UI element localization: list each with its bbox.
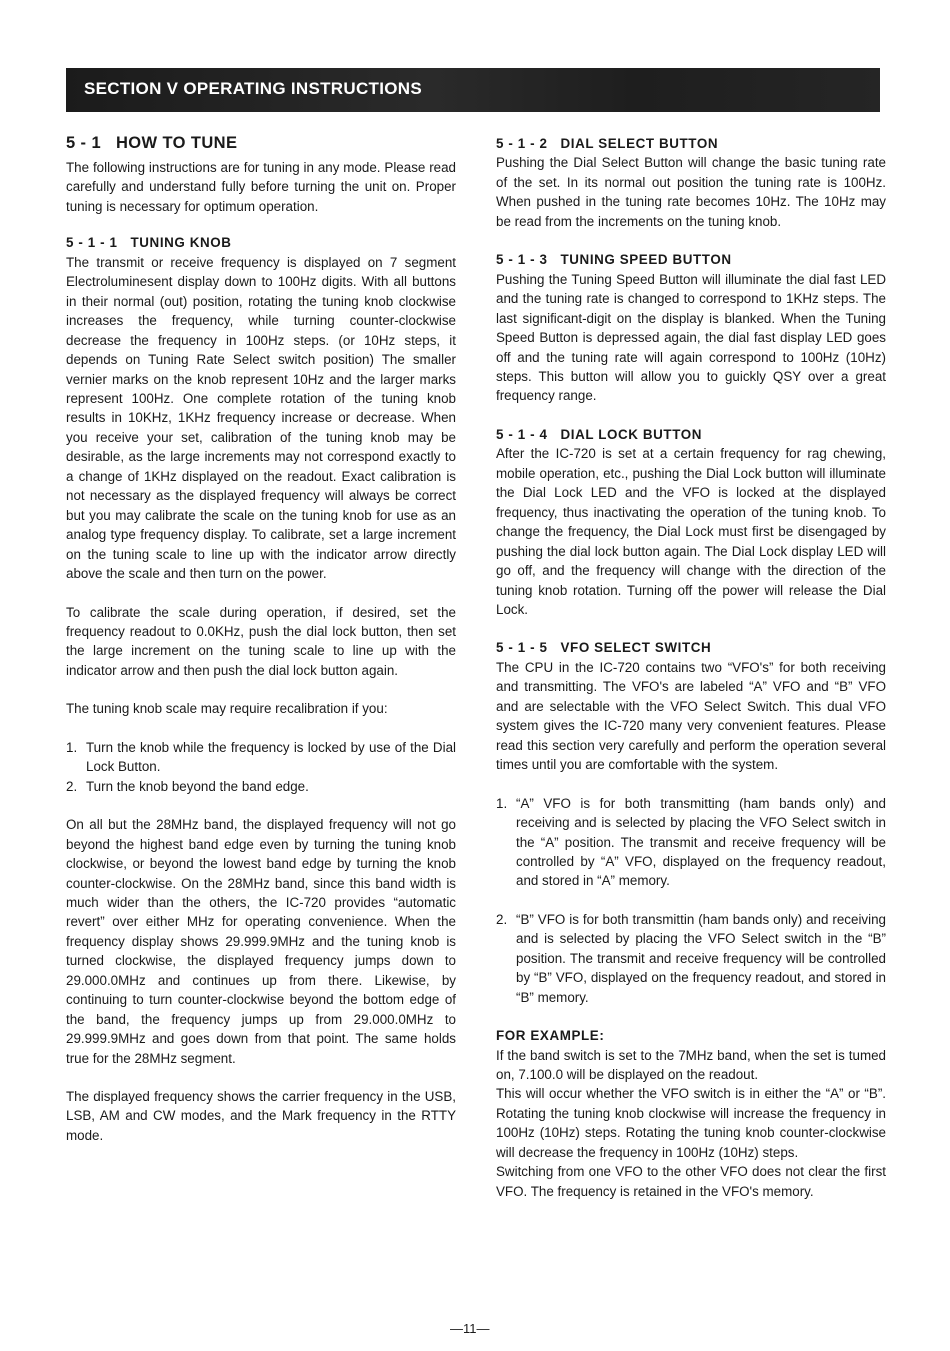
section-header-bar — [66, 68, 880, 112]
right-column — [496, 130, 886, 1201]
carrier-frequency-paragraph: The displayed frequency shows the carrier frequency in the USB, LSB, AM and CW modes, and the Mark frequency in the RTTY mode. — [66, 1089, 456, 1143]
page-number: —11— — [450, 1321, 490, 1336]
vfo-list — [496, 794, 886, 1008]
recalibration-list — [66, 738, 456, 796]
calibrate-paragraph: To calibrate the scale during operation, if desired, set the frequency readout to 0.0KHz, push the dial lock button, then set the large increment on the tuning scale to line up with the indicator arrow and then push the dial lock button again. — [66, 604, 456, 678]
example-paragraph-3: Switching from one VFO to the other VFO does not clear the first VFO. The frequency is retained in the VFO's memory. — [496, 1164, 886, 1199]
heading-dial-lock: 5 - 1 - 4 DIAL LOCK BUTTON — [496, 426, 703, 442]
heading-how-to-tune: 5 - 1 HOW TO TUNE — [66, 134, 238, 152]
heading-tuning-speed: 5 - 1 - 3 TUNING SPEED BUTTON — [496, 252, 732, 268]
example-paragraph-1: If the band switch is set to the 7MHz band, when the set is tumed on, 7.100.0 will be displayed on the readout. — [496, 1047, 886, 1083]
list-item: 1. Turn the knob while the frequency is locked by use of the Dial Lock Button. — [66, 739, 456, 775]
vfo-select-paragraph: The CPU in the IC-720 contains two “VFO's” for both receiving and transmitting. The VFO's are labeled “A” VFO and “B” VFO and are selectable with the VFO Select Switch. This dual VFO system gives the IC-720 many very convenient features. Please read this section very carefully and perform the operation several times until you are comfortable with the system. — [496, 659, 886, 773]
recalibration-paragraph: The tuning knob scale may require recalibration if you: — [66, 701, 388, 717]
example-paragraph-2: This will occur whether the VFO switch is in either the “A” or “B”. Rotating the tuning knob clockwise will increase the frequency in 100Hz (10Hz) steps. Rotating the tuning knob counter-clockwise will decrease the frequency in 100Hz (10Hz) steps. — [496, 1086, 886, 1160]
tuning-knob-paragraph: The transmit or receive frequency is displayed on 7 segment Electroluminesent display down to 100Hz digits. With all buttons in their normal (out) position, rotating the tuning knob clockwise increases the frequency, while turning counter-clockwise decrease the frequency in 100Hz steps. (or 10Hz steps, it depends on Tuning Rate Select switch position) The smaller vernier marks on the knob represent 10Hz and the larger marks represent 100Hz. One complete rotation of the tuning knob results in 10KHz, 1KHz frequency increase or decrease. When you receive your set, calibration of the tuning knob may be desirable, as the large increments may not correspond exactly to a change of 1KHz displayed on the readout. Exact calibration is not necessary as the displayed frequency will always be correct but you may calibrate the scale on the tuning knob for use as an analog type frequency display. To calibrate, set a large increment on the tuning scale to line up with the indicator arrow directly above the scale and then turn on the power. — [66, 254, 456, 582]
left-column — [66, 130, 456, 1145]
section-title: SECTION V OPERATING INSTRUCTIONS — [84, 79, 422, 98]
tuning-speed-paragraph: Pushing the Tuning Speed Button will illuminate the dial fast LED and the tuning rate is changed to correspond to 1KHz steps. The last significant-digit on the display is blanked. When the Tuning Speed Button is depressed again, the dial fast display LED goes off and the tuning rate will again correspond to 100Hz (10Hz) steps. This button will allow you to guickly QSY over a great frequency range. — [496, 271, 886, 404]
list-item: 2. “B” VFO is for both transmittin (ham bands only) and receiving and is selected by placing the VFO Select switch in the “B” position. The transmit and receive frequency will be controlled by “B” VFO, displayed on the frequency readout, and stored in “B” memory. — [496, 911, 886, 1005]
intro-paragraph: The following instructions are for tuning in any mode. Please read carefully and understand fully before turning the unit on. Proper tuning is necessary for optimum operation. — [66, 160, 456, 214]
band-edge-paragraph: On all but the 28MHz band, the displayed frequency will not go beyond the highest band edge even by turning the tuning knob clockwise, or beyond the lowest band edge by turning the knob counter-clockwise. On the 28MHz band, since this band width is much wider than the others, the IC-720 provides “automatic revert” over either MHz for operating convenience. When the frequency display shows 29.999.9MHz and the tuning knob is turned clockwise, the displayed frequency jumps down to 29.000.0MHz and continues up from there. Likewise, by continuing to turn counter-clockwise beyond the bottom edge of the band, the frequency jumps up from 29.000.0MHz to 29.999.9MHz and goes down from that point. The same holds true for the 28MHz segment. — [66, 817, 456, 1066]
heading-for-example: FOR EXAMPLE: — [496, 1028, 605, 1044]
heading-dial-select: 5 - 1 - 2 DIAL SELECT BUTTON — [496, 136, 719, 151]
list-item: 1. “A” VFO is for both transmitting (ham bands only) and receiving and is selected by placing the VFO Select switch in the “A” position. The transmit and receive frequency will be controlled by “A” VFO, displayed on the frequency readout, and stored in “A” memory. — [496, 795, 886, 889]
dial-lock-paragraph: After the IC-720 is set at a certain frequency for rag chewing, mobile operation, etc., pushing the Dial Lock button will illuminate the Dial Lock LED and the VFO is locked at the displayed frequency, thus inactivating the operation of the tuning knob. To change the frequency, the Dial Lock must first be disengaged by pushing the dial lock button again. The Dial Lock display LED will go off, and the frequency will change with the direction of the tuning knob rotation. Turning off the power will release the Dial Lock. — [496, 446, 886, 617]
heading-vfo-select: 5 - 1 - 5 VFO SELECT SWITCH — [496, 640, 712, 656]
list-item: 2. Turn the knob beyond the band edge. — [66, 778, 309, 794]
dial-select-paragraph: Pushing the Dial Select Button will change the basic tuning rate of the set. In its normal out position the tuning rate is 100Hz. When pushed in the tuning rate becomes 10Hz. The 10Hz may be read from the increments on the tuning knob. — [496, 155, 886, 229]
heading-tuning-knob: 5 - 1 - 1 TUNING KNOB — [66, 235, 232, 251]
